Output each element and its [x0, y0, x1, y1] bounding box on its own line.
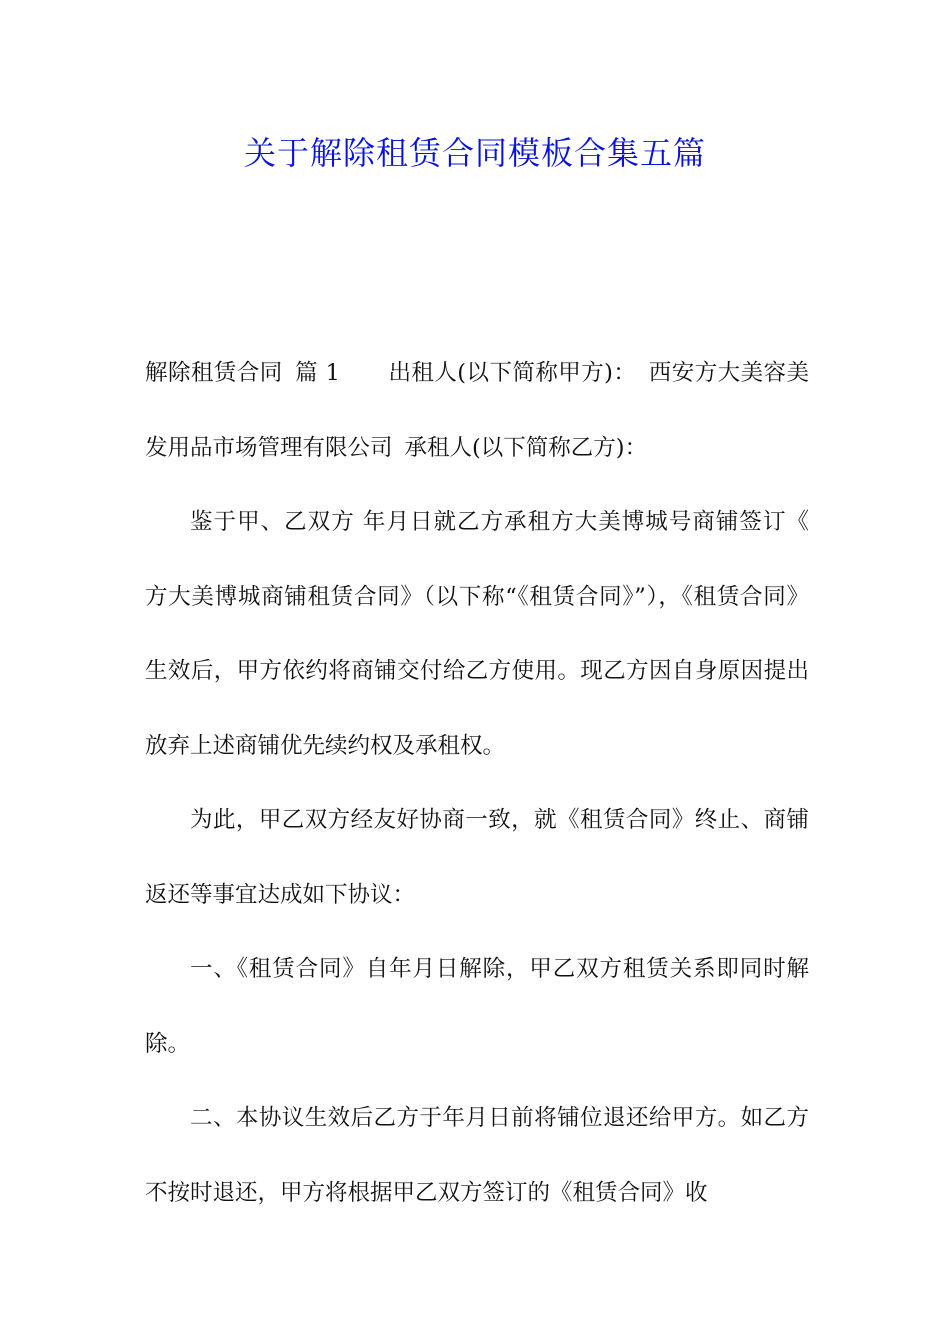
header-paragraph: [145, 336, 809, 485]
document-body: [145, 336, 809, 1230]
lessor-name: 西安方大美容美发用品市场管理有限公司: [145, 360, 809, 461]
lessee-label: 承租人(以下简称乙方)：: [404, 434, 648, 461]
lessor-label: 出租人(以下简称甲方)：: [388, 360, 637, 386]
paragraph-recital: 鉴于甲、乙双方 年月日就乙方承租方大美博城号商铺签订《 方大美博城商铺租赁合同》（以下称“《租赁合同》”），《租赁合同》生效后，甲方依约将商铺交付给乙方使用。现乙方因自身原因提出放弃上述商铺优先续约权及承租权。: [145, 509, 809, 759]
paragraph-agreement-intro: 为此，甲乙双方经友好协商一致，就《租赁合同》终止、商铺返还等事宜达成如下协议：: [145, 807, 809, 908]
contract-name: 解除租赁合同: [145, 360, 283, 386]
section-number: 篇 1: [294, 360, 340, 386]
document-title: 关于解除租赁合同模板合集五篇: [243, 134, 706, 172]
paragraph-clause-1: 一、《租赁合同》自年月日解除，甲乙双方租赁关系即同时解除。: [145, 956, 809, 1057]
paragraph-clause-2: 二、本协议生效后乙方于年月日前将铺位退还给甲方。如乙方不按时退还，甲方将根据甲乙双方签订的《租赁合同》收: [145, 1105, 809, 1206]
